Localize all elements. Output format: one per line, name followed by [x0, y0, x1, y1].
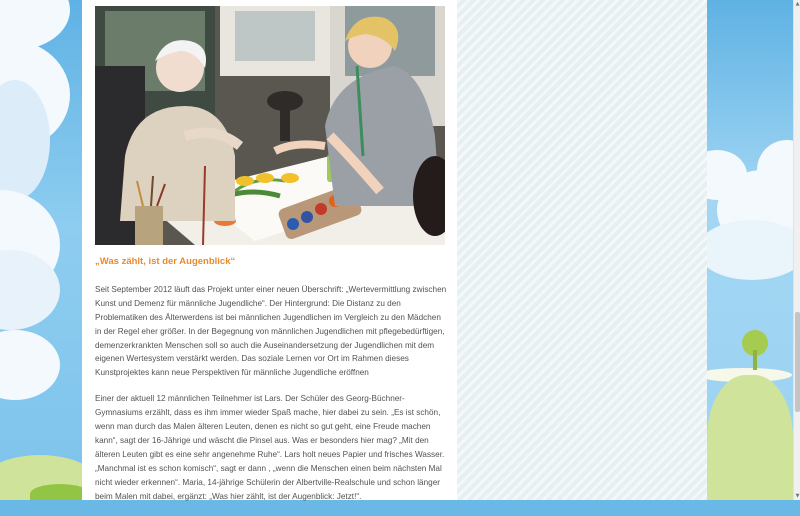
- background-sky-right: [707, 0, 793, 500]
- cloud-decoration: [707, 220, 793, 280]
- vertical-scrollbar[interactable]: [793, 0, 800, 500]
- article-body: [95, 255, 447, 516]
- scroll-down-arrow-icon[interactable]: ▼: [795, 493, 800, 499]
- article-heading: „Was zählt, ist der Augenblick“: [95, 256, 236, 267]
- article-paragraph: Einer der aktuell 12 männlichen Teilnehmer ist Lars. Der Schüler des Georg-Büchner-Gymnasiums erzählt, dass es ihm immer wieder Spaß mache, hier dabei zu sein. „Es ist schön, wenn man durch das Malen älteren Leuten, denen es nicht so gut geht, eine Freude machen kann“, sagt der 16-Jährige und wäscht die Pinsel aus. Was er besonders hier mag? „Mit den älteren Leuten gibt es eine sehr angenehme Ruhe“. Lars holt neues Papier und frisches Wasser. „Manchmal ist es schon komisch“, sagt er dann , „wenn die Menschen einen beim nächsten Mal nicht wieder erkennen“. Maria, 14-jährige Schülerin der Albertville-Realschule und schon länger beim Malen mit dabei, ergänzt: „Was hier zählt, ist der Augenblick: Jetzt!“.: [95, 394, 445, 501]
- main-content: [82, 0, 457, 500]
- article-photo: [95, 6, 445, 245]
- painting-session-photo: [95, 6, 445, 245]
- background-sky-left: [0, 0, 82, 500]
- scroll-up-arrow-icon[interactable]: ▲: [795, 1, 800, 7]
- sidebar-panel: [457, 0, 707, 500]
- scrollbar-thumb[interactable]: [795, 312, 800, 412]
- cloud-decoration: [0, 330, 60, 400]
- article-paragraph: Seit September 2012 läuft das Projekt unter einer neuen Überschrift: „Wertevermittlung zwischen Kunst und Demenz für männliche Jugendliche“. Der Hintergrund: Die Distanz zu den Problematiken des Älterwerdens ist bei männlichen Jugendlichen im Vergleich zu den Mädchen in der Regel eher größer. In der Begegnung von männlichen Jugendlichen mit pflegebedürftigen, demenzerkrankten Menschen soll so auch die Auseinandersetzung der Jugendlichen mit dem eigenen Wertesystem verstärkt werden. Das soziale Lernen vor Ort im Rahmen dieses Kunstprojektes kann neue Perspektiven für männliche Jugendliche eröffnen: [95, 284, 447, 378]
- grass-hill: [707, 375, 793, 500]
- tree-icon: [740, 330, 770, 370]
- grass-strip: [30, 484, 82, 500]
